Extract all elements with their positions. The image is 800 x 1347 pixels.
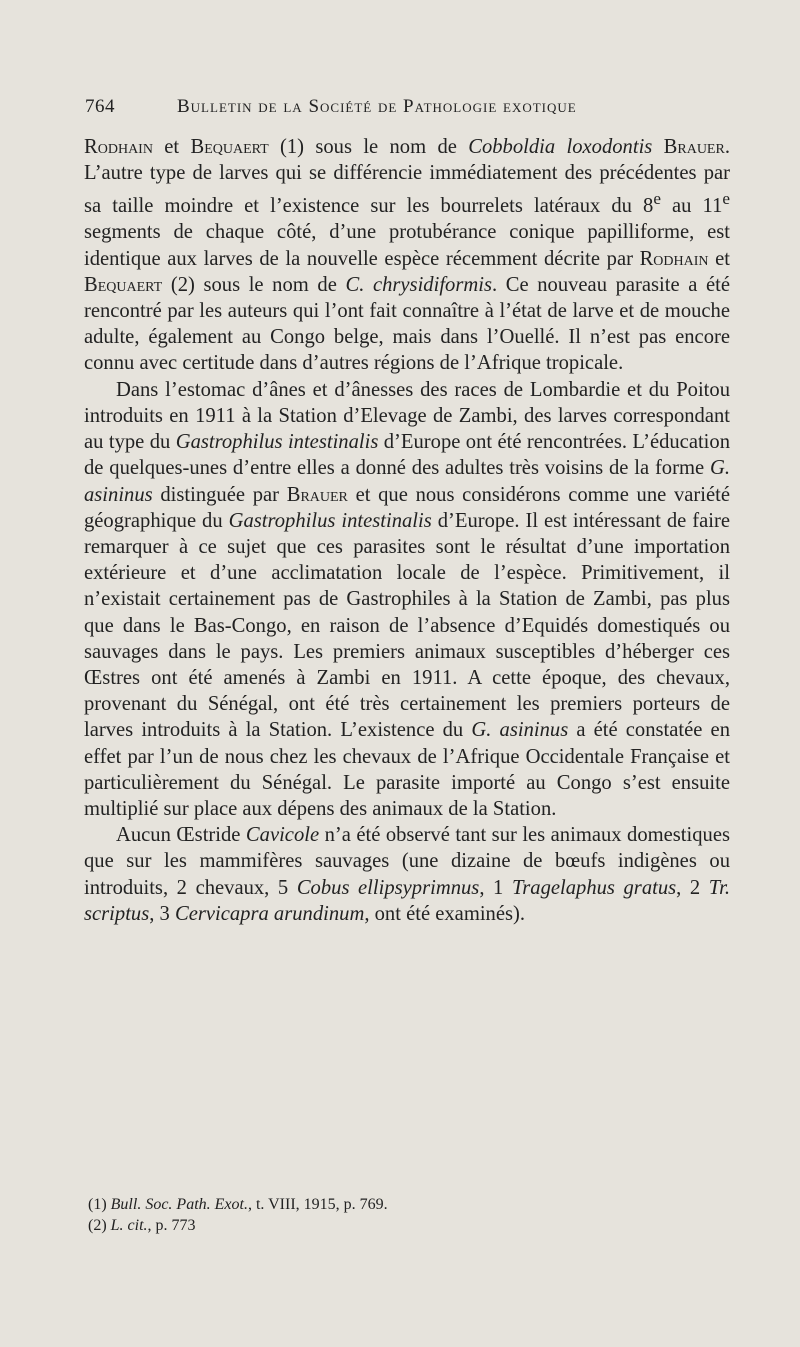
text-run: Aucun Œstride [116,824,246,847]
text-run: Bull. Soc. Path. Exot. [110,1196,248,1213]
text-run: (2) [88,1217,111,1234]
text-run: , 2 [676,876,709,899]
text-run: (1) sous le nom de [268,136,469,158]
text-run: segments de chaque côté, d’une protubérance conique papilliforme, est identique aux larves de la nouvelle espèce récemment décrite par [84,221,730,270]
paragraph-2 [84,377,730,822]
text-run: Tragelaphus gratus [511,876,677,899]
text-run: n’a été observé tant sur les animaux domestiques que sur les mammifères sauvages (une dizaine de bœufs indigènes ou introduits, 2 chevaux, 5 [84,824,730,899]
text-run: au 11 [660,195,723,218]
text-run: Bequaert [190,136,269,158]
text-run: Dans l’estomac d’ânes et d’ânesses des races de Lombardie et du Poitou introduits en 1911 à la Station d’Elevage de Zambi, des larves correspondant au type du [84,378,730,454]
paragraph-1 [84,134,730,377]
text-run: Tr. scriptus [84,876,730,925]
footnote-2 [88,1215,728,1236]
text-run: Rodhain [639,247,709,270]
text-run: e [653,189,661,209]
text-run [652,136,663,158]
text-run: G. asininus [471,719,569,742]
footnote-1 [88,1194,728,1215]
page-number: 764 [85,96,115,117]
text-run: distinguée par [152,483,287,506]
text-run: Cobboldia loxodontis [468,136,653,158]
text-run: (1) [88,1196,111,1213]
text-run: et [708,247,730,270]
text-run: Bequaert [84,273,163,296]
text-run: C. chrysidiformis [345,273,492,296]
text-run: Rodhain [84,136,153,158]
footnotes [88,1194,728,1236]
running-title: Bulletin de la Société de Pathologie exotique [177,96,577,117]
text-run: et [152,136,191,158]
text-run: , t. VIII, 1915, p. 769. [247,1196,388,1213]
text-run: , 3 [149,902,175,925]
text-run: a été constatée en effet par l’un de nous chez les chevaux de l’Afrique Occidentale Française et particulièrement du Sénégal. Le parasite importé au Congo s’est ensuite multiplié sur place aux dépens des animaux de la Station. [84,719,730,820]
text-run: et que nous considérons comme une variété géographique du [84,483,730,532]
text-run: L. cit. [110,1217,148,1234]
paragraph-3 [84,822,730,927]
text-run: d’Europe. Il est intéressant de faire remarquer à ce sujet que ces parasites sont le résultat d’une importation extérieure et d’une acclimatation locale de l’espèce. Primitivement, il n’existait certainement pas de Gastrophiles à la Station de Zambi, pas plus que dans le Bas-Congo, en raison de l’absence d’Equidés domestiqués ou sauvages dans le pays. Les premiers animaux susceptibles d’héberger ces Œstres ont été amenés à Zambi en 1911. A cette époque, des chevaux, provenant du Sénégal, ont été très certainement les premiers porteurs de larves introduits à la Station. L’existence du [84,509,730,742]
text-run: e [722,189,730,209]
text-run: . Ce nouveau parasite a été rencontré par les auteurs qui l’ont fait connaître à l’état de larve et de mouche adulte, également au Congo belge, mais dans l’Ouellé. Il n’est pas encore connu avec certitude dans d’autres régions de l’Afrique tropicale. [84,273,731,375]
text-run: , ont été examinés). [364,902,526,925]
body-text [84,134,730,927]
text-run: Brauer [286,483,348,506]
text-run: , 1 [479,876,512,899]
text-run: . L’autre type de larves qui se différencie immédiatement des précédentes par sa taille moindre et l’existence sur les bourrelets latéraux du 8 [84,136,730,218]
page-header [85,96,737,126]
text-run: (2) sous le nom de [162,273,346,296]
text-run: Cavicole [245,824,320,847]
text-run: d’Europe ont été rencontrées. L’éducation de quelques-unes d’entre elles a donné des adultes très voisins de la forme [84,431,730,480]
text-run: Brauer [663,136,725,158]
text-run: Cobus ellipsyprimnus [296,876,480,899]
text-run: G. asininus [84,457,730,506]
text-run: , p. 773 [147,1217,196,1234]
text-run: Gastrophilus intestinalis [175,431,379,454]
text-run: Cervicapra arundinum [174,902,365,925]
text-run: Gastrophilus intestinalis [228,509,432,532]
